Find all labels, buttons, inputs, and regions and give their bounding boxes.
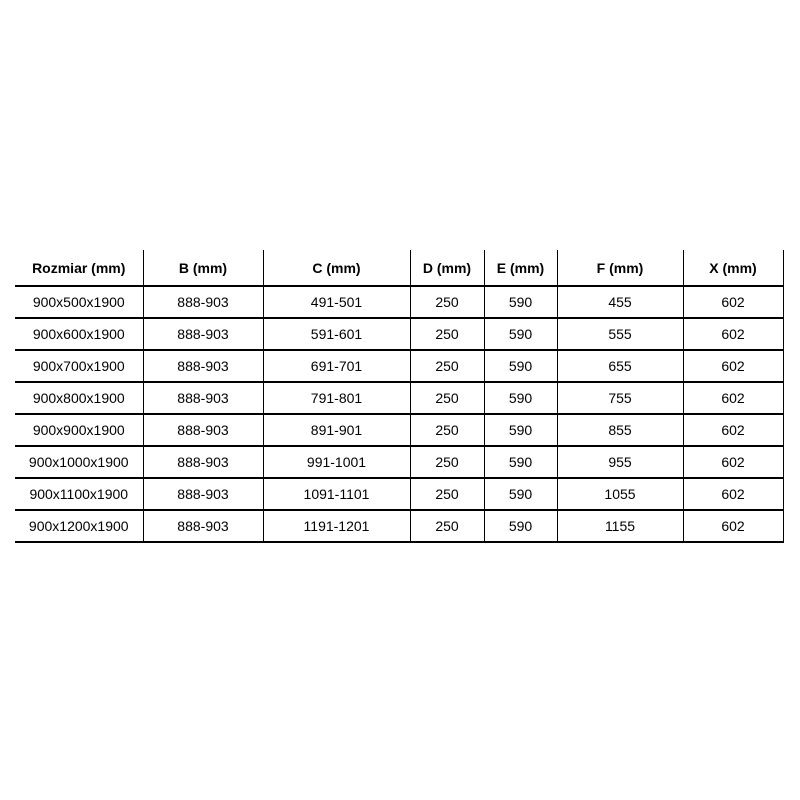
table-cell: 888-903	[143, 478, 263, 510]
table-cell: 1055	[557, 478, 683, 510]
table-cell: 250	[410, 414, 484, 446]
table-cell: 888-903	[143, 510, 263, 542]
table-cell: 602	[683, 382, 783, 414]
column-header-e: E (mm)	[484, 250, 557, 286]
table-cell: 491-501	[263, 286, 410, 318]
table-cell: 1091-1101	[263, 478, 410, 510]
column-header-rozmiar: Rozmiar (mm)	[15, 250, 143, 286]
table-cell: 1155	[557, 510, 683, 542]
column-header-b: B (mm)	[143, 250, 263, 286]
column-header-c: C (mm)	[263, 250, 410, 286]
table-cell: 590	[484, 318, 557, 350]
table-cell: 855	[557, 414, 683, 446]
table-cell: 900x700x1900	[15, 350, 143, 382]
table-cell: 791-801	[263, 382, 410, 414]
header-row	[15, 250, 783, 286]
table-cell: 250	[410, 350, 484, 382]
table-row	[15, 286, 783, 318]
table-cell: 590	[484, 478, 557, 510]
table-cell: 900x500x1900	[15, 286, 143, 318]
table-cell: 250	[410, 382, 484, 414]
table-cell: 250	[410, 286, 484, 318]
table-cell: 590	[484, 446, 557, 478]
column-header-d: D (mm)	[410, 250, 484, 286]
table-cell: 455	[557, 286, 683, 318]
table-cell: 900x1200x1900	[15, 510, 143, 542]
column-header-f: F (mm)	[557, 250, 683, 286]
table-cell: 602	[683, 286, 783, 318]
table-cell: 602	[683, 318, 783, 350]
table-row	[15, 382, 783, 414]
table-cell: 250	[410, 478, 484, 510]
table-cell: 888-903	[143, 286, 263, 318]
table-cell: 955	[557, 446, 683, 478]
table-cell: 590	[484, 286, 557, 318]
table-cell: 602	[683, 478, 783, 510]
table-cell: 691-701	[263, 350, 410, 382]
table-cell: 602	[683, 510, 783, 542]
table-cell: 590	[484, 414, 557, 446]
table-cell: 591-601	[263, 318, 410, 350]
table-cell: 900x1000x1900	[15, 446, 143, 478]
table-row	[15, 478, 783, 510]
table-row	[15, 350, 783, 382]
table-cell: 888-903	[143, 414, 263, 446]
table-cell: 250	[410, 446, 484, 478]
table-cell: 755	[557, 382, 683, 414]
table-cell: 250	[410, 510, 484, 542]
table-cell: 602	[683, 414, 783, 446]
column-header-x: X (mm)	[683, 250, 783, 286]
table-cell: 888-903	[143, 382, 263, 414]
table-row	[15, 318, 783, 350]
table-cell: 1191-1201	[263, 510, 410, 542]
table-cell: 888-903	[143, 318, 263, 350]
table-cell: 900x600x1900	[15, 318, 143, 350]
table-cell: 900x1100x1900	[15, 478, 143, 510]
table-row	[15, 510, 783, 542]
table-cell: 602	[683, 350, 783, 382]
table-cell: 590	[484, 382, 557, 414]
table-cell: 590	[484, 350, 557, 382]
dimensions-table	[15, 250, 784, 543]
table-row	[15, 414, 783, 446]
table-cell: 590	[484, 510, 557, 542]
table-cell: 555	[557, 318, 683, 350]
table-cell: 888-903	[143, 350, 263, 382]
table-cell: 655	[557, 350, 683, 382]
table-row	[15, 446, 783, 478]
table-cell: 888-903	[143, 446, 263, 478]
table-cell: 250	[410, 318, 484, 350]
table-cell: 991-1001	[263, 446, 410, 478]
table-cell: 891-901	[263, 414, 410, 446]
table-cell: 900x800x1900	[15, 382, 143, 414]
table-cell: 602	[683, 446, 783, 478]
table-cell: 900x900x1900	[15, 414, 143, 446]
